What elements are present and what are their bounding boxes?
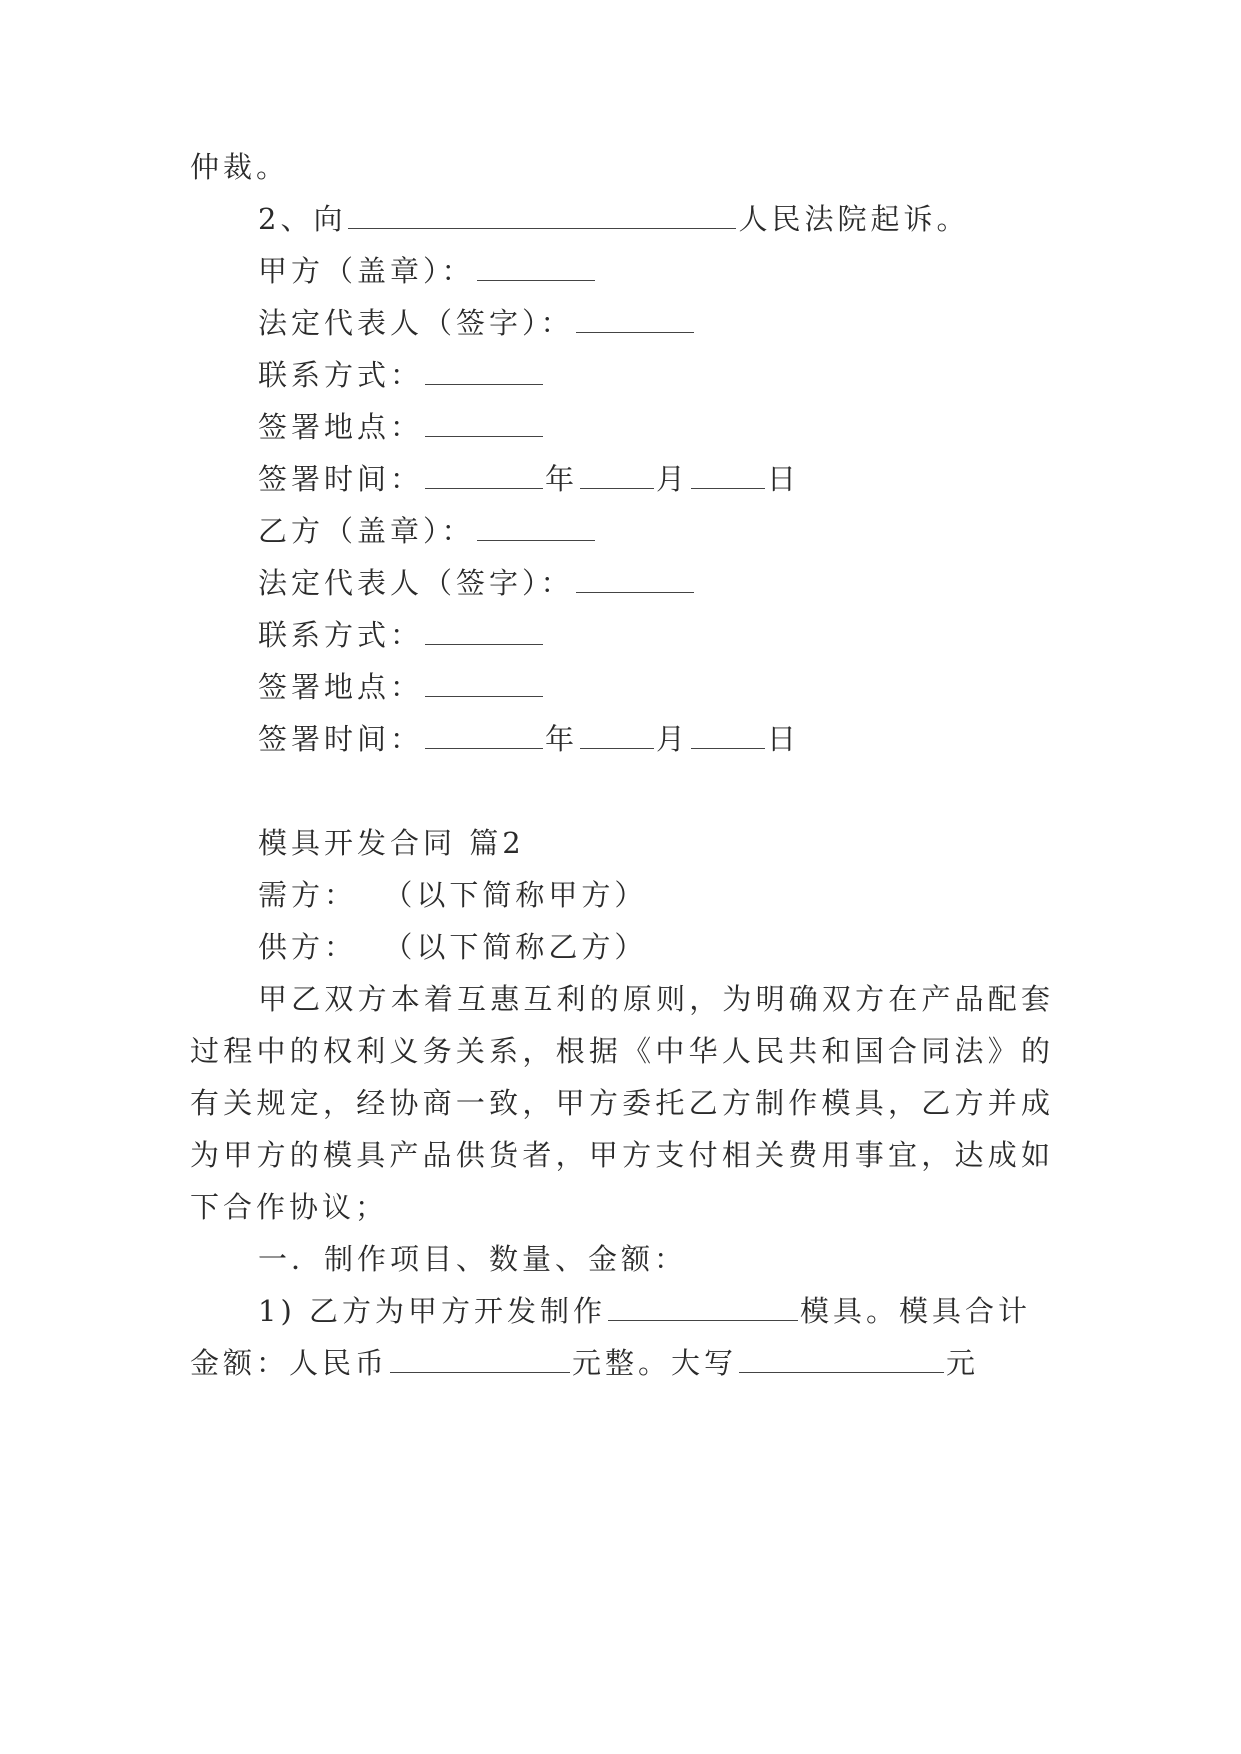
amount-number-blank[interactable] [390, 1346, 570, 1373]
paragraph-line-4: 为甲方的模具产品供货者，甲方支付相关费用事宜，达成如 [190, 1138, 1050, 1172]
amount-words-blank[interactable] [739, 1346, 944, 1373]
party-a-day-blank[interactable] [691, 462, 765, 489]
party-b-seal-blank[interactable] [477, 514, 595, 541]
section-heading-1: 一．制作项目、数量、金额： [258, 1242, 688, 1276]
paragraph-line-5: 下合作协议； [190, 1190, 389, 1224]
court-clause-prefix: 2、向 [258, 202, 347, 236]
text-line-arbitration: 仲裁。 [190, 150, 290, 184]
party-a-time-line [258, 459, 800, 499]
party-a-place-blank[interactable] [425, 410, 543, 437]
year-label: 年 [545, 462, 579, 496]
party-a-contact-blank[interactable] [425, 358, 543, 385]
party-a-time-label: 签署时间： [258, 462, 424, 496]
party-b-month-blank[interactable] [580, 722, 654, 749]
paragraph-line-2: 过程中的权利义务关系，根据《中华人民共和国合同法》的 [190, 1034, 1050, 1068]
party-a-contact-line [258, 355, 545, 395]
party-b-rep-blank[interactable] [576, 566, 694, 593]
party-a-seal-label: 甲方（盖章）： [258, 254, 475, 288]
party-a-seal-line [258, 251, 597, 291]
court-name-blank[interactable] [348, 202, 736, 229]
amount-suffix: 元 [946, 1346, 980, 1380]
amount-line [190, 1343, 979, 1383]
day-label: 日 [767, 722, 801, 756]
party-a-month-blank[interactable] [580, 462, 654, 489]
party-b-time-line [258, 719, 800, 759]
demand-party-line: 需方： （以下简称甲方） [258, 878, 648, 912]
paragraph-line-1: 甲乙双方本着互惠互利的原则，为明确双方在产品配套 [258, 982, 1050, 1016]
party-b-contact-line [258, 615, 545, 655]
party-b-contact-blank[interactable] [425, 618, 543, 645]
month-label: 月 [656, 462, 690, 496]
court-clause-suffix: 人民法院起诉。 [738, 202, 970, 236]
section-title-contract-2: 模具开发合同 篇2 [258, 826, 525, 860]
party-b-contact-label: 联系方式： [258, 618, 424, 652]
party-b-time-label: 签署时间： [258, 722, 424, 756]
month-label: 月 [656, 722, 690, 756]
year-label: 年 [545, 722, 579, 756]
party-b-place-line [258, 667, 545, 707]
party-b-rep-line [258, 563, 696, 603]
party-a-place-line [258, 407, 545, 447]
item-1-suffix: 模具。模具合计 [799, 1294, 1031, 1328]
item-1-line [258, 1291, 1031, 1331]
party-a-rep-label: 法定代表人（签字）： [258, 306, 574, 340]
party-b-place-label: 签署地点： [258, 670, 424, 704]
party-b-day-blank[interactable] [691, 722, 765, 749]
supply-party-line: 供方： （以下简称乙方） [258, 930, 648, 964]
party-b-rep-label: 法定代表人（签字）： [258, 566, 574, 600]
party-b-place-blank[interactable] [425, 670, 543, 697]
paragraph-line-3: 有关规定，经协商一致，甲方委托乙方制作模具，乙方并成 [190, 1086, 1050, 1120]
party-b-seal-label: 乙方（盖章）： [258, 514, 475, 548]
party-a-rep-line [258, 303, 696, 343]
party-a-contact-label: 联系方式： [258, 358, 424, 392]
item-1-prefix: 1) 乙方为甲方开发制作 [258, 1294, 606, 1328]
party-b-seal-line [258, 511, 597, 551]
party-a-rep-blank[interactable] [576, 306, 694, 333]
party-a-place-label: 签署地点： [258, 410, 424, 444]
party-b-year-blank[interactable] [425, 722, 543, 749]
court-clause-line [258, 199, 969, 239]
party-a-seal-blank[interactable] [477, 254, 595, 281]
day-label: 日 [767, 462, 801, 496]
mold-name-blank[interactable] [608, 1294, 798, 1321]
amount-middle: 元整。大写 [572, 1346, 738, 1380]
party-a-year-blank[interactable] [425, 462, 543, 489]
amount-prefix: 金额：人民币 [190, 1346, 389, 1380]
